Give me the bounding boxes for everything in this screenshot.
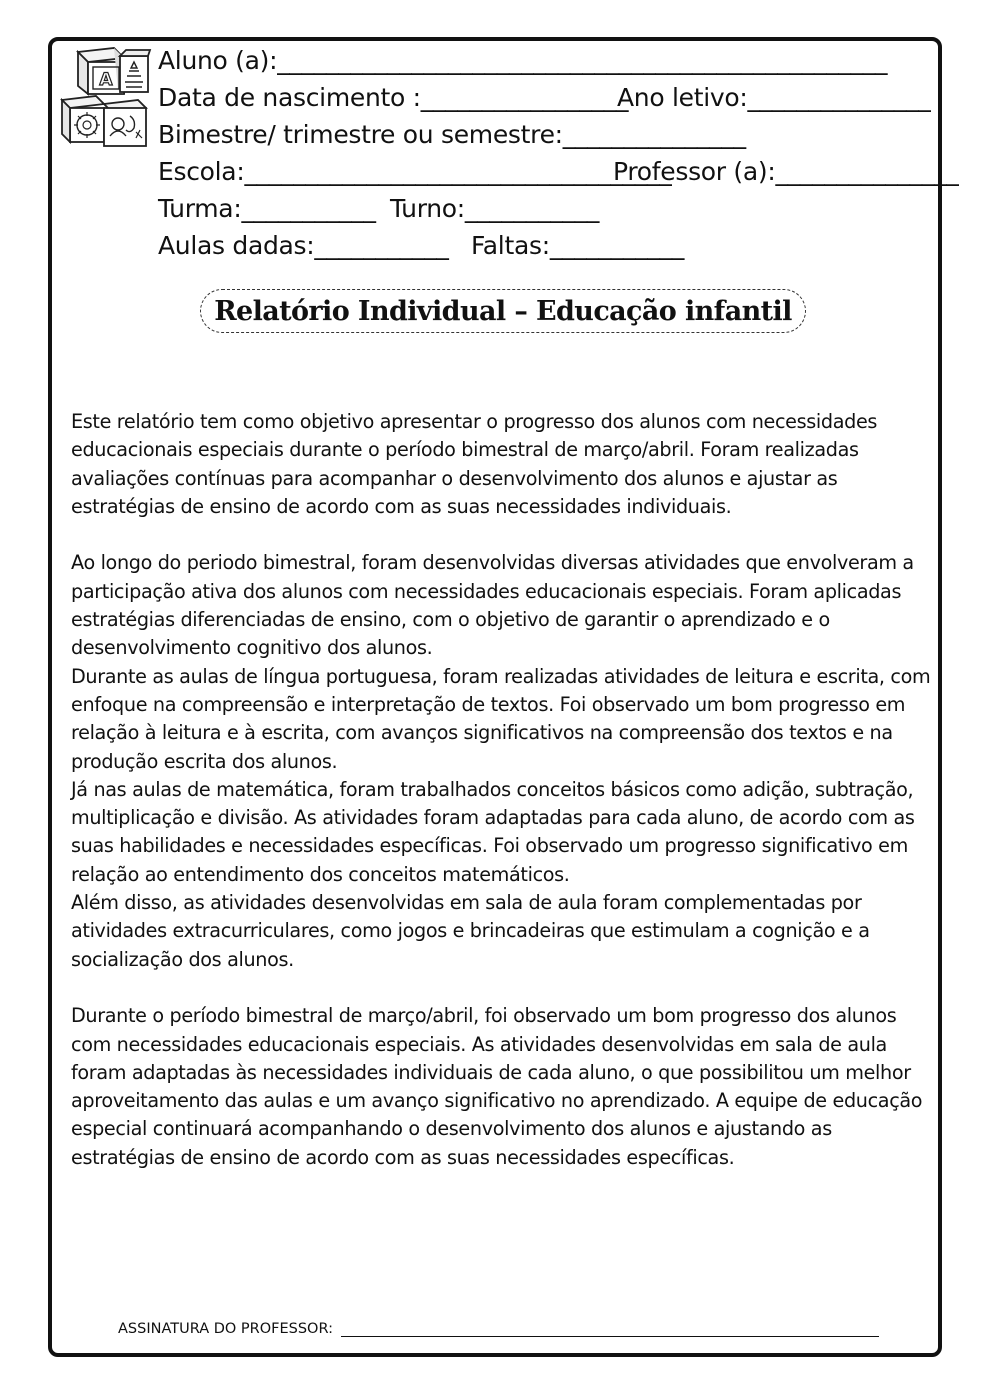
- student-name-field: Aluno (a):__________________________________________________: [158, 46, 888, 75]
- title-banner: [200, 289, 806, 333]
- paragraph-conclusion: Durante o período bimestral de março/abril, foi observado um bom progresso dos alunos com necessidades educacionais especiais. As atividades desenvolvidas em sala de aula foram adaptadas às necessidades individuais de cada aluno, o que possibilitou um melhor aproveitamento das aulas e um avanço significativo no aprendizado. A equipe de educação especial continuará acompanhando o desenvolvimento dos alunos e ajustando as estratégias de ensino de acordo com as suas necessidades específicas.: [71, 1004, 923, 1169]
- class-field: Turma:___________: [158, 194, 376, 223]
- signature-line: [341, 1316, 879, 1337]
- paragraph-math: Já nas aulas de matemática, foram trabalhados conceitos básicos como adição, subtração, multiplicação e divisão. As atividades foram adaptadas para cada aluno, de acordo com as suas habilidades e necessidades específicas. Foi observado um progresso significativo em relação ao entendimento dos conceitos matemáticos.: [71, 777, 915, 886]
- paragraph-portuguese: Durante as aulas de língua portuguesa, foram realizadas atividades de leitura e escrita, com enfoque na compreensão e interpretação de textos. Foi observado um bom progresso em relação à leitura e à escrita, com avanços significativos na compreensão dos textos e na produção escrita dos alunos.: [71, 664, 931, 773]
- classes-given-field: Aulas dadas:___________: [158, 231, 449, 260]
- report-body: [71, 408, 939, 1172]
- birth-date-field: Data de nascimento :_________________: [158, 83, 629, 112]
- paragraph-activities: Ao longo do periodo bimestral, foram desenvolvidas diversas atividades que envolveram a participação ativa dos alunos com necessidades educacionais especiais. Foram aplicadas estratégias diferenciadas de ensino, com o objetivo de garantir o aprendizado e o desenvolvimento cognitivo dos alunos.: [71, 551, 914, 660]
- signature-row: [118, 1316, 879, 1337]
- signature-label: ASSINATURA DO PROFESSOR:: [118, 1321, 333, 1337]
- teacher-field: Professor (a):_______________: [613, 157, 959, 186]
- paragraph-extracurricular: Além disso, as atividades desenvolvidas em sala de aula foram complementadas por atividades extracurriculares, como jogos e brincadeiras que estimulam a cognição e a socialização dos alunos.: [71, 891, 870, 971]
- term-field: Bimestre/ trimestre ou semestre:_______________: [158, 120, 746, 149]
- toy-blocks-icon: [56, 44, 152, 150]
- document-title: Relatório Individual – Educação infantil: [214, 295, 792, 327]
- school-field: Escola:___________________________________: [158, 157, 672, 186]
- absences-field: Faltas:___________: [471, 231, 685, 260]
- paragraph-intro: Este relatório tem como objetivo apresentar o progresso dos alunos com necessidades educacionais especiais durante o período bimestral de março/abril. Foram realizadas avaliações contínuas para acompanhar o desenvolvimento dos alunos e ajustar as estratégias de ensino de acordo com as suas necessidades individuais.: [71, 410, 878, 518]
- school-year-field: Ano letivo:_______________: [617, 83, 931, 112]
- svg-text:A: A: [99, 70, 113, 90]
- shift-field: Turno:___________: [390, 194, 600, 223]
